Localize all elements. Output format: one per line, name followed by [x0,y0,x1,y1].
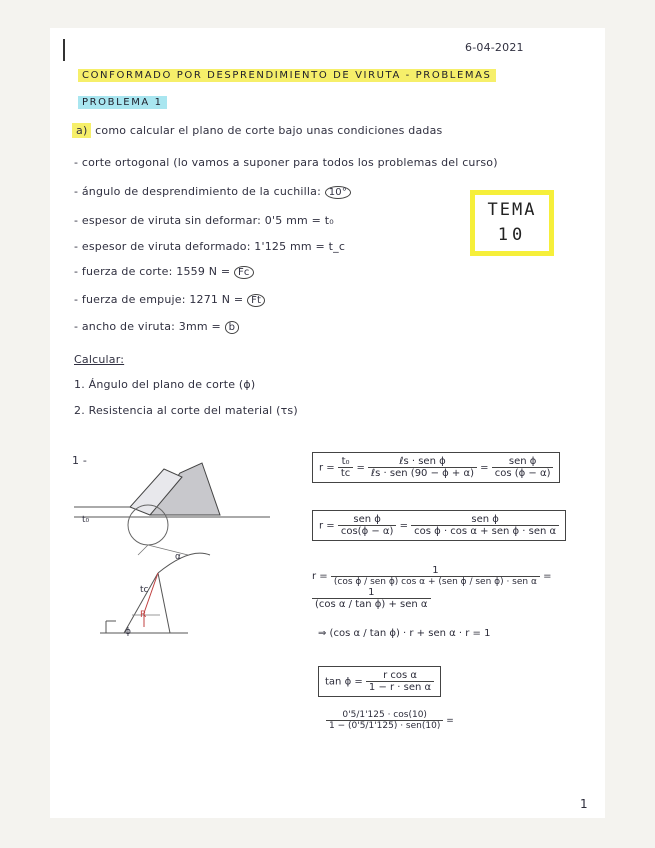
formula-5-left: tan ϕ = [325,676,363,688]
formula-1-frac-a [338,456,353,479]
condition-4 [74,265,254,279]
formula-2-den-b: cos ϕ · cos α + sen ϕ · sen α [414,526,557,537]
condition-3-value: t_c [328,240,346,253]
diagram-label-alpha: α [175,552,181,562]
condition-6-value: b [225,321,240,334]
formula-5-frac [366,670,434,693]
problem-label [78,97,167,108]
diagram-label-phi: ϕ [125,627,131,637]
page-heading [78,70,496,81]
condition-3 [74,240,345,253]
formula-2: r = $\frac{\text{sen ϕ}}{\cos(\phi - \alpha)}$ = $\frac{\text{sen ϕ}}{\text{cos ϕ · cos α + sen ϕ · sen α}}$ [312,510,566,541]
question-text: como calcular el plano de corte bajo unas condiciones dadas [95,124,443,137]
formula-6-den: 1 − (0'5/1'125) · sen(10) [329,721,441,731]
condition-1-value: 10° [325,186,351,199]
condition-6-text: - ancho de viruta: 3mm = [74,320,221,333]
formula-1-left: r = [319,462,335,474]
diagram-step-label: 1 - [72,454,88,467]
condition-2 [74,214,334,227]
question-line [72,124,442,137]
formula-3-num-a: 1 [331,565,540,577]
diagram-label-tc: tc [140,585,149,595]
formula-2-frac-a [338,514,397,537]
formula-6: $\frac{0'5/1'125 \cdot \cos(10)}{\text{1 − (0'5/1'125) · sen(10)}}$ = [326,710,454,731]
formula-2-num-b: sen ϕ [411,514,559,526]
diagram-label-r: R [140,610,147,620]
tema-number: 10 [497,225,527,245]
formula-6-frac [326,710,443,731]
formula-3-den-a: (cos ϕ / sen ϕ) cos α + (sen ϕ / sen ϕ) · sen α [333,577,537,587]
formula-1-num-c: sen ϕ [492,456,554,468]
condition-5-text: - fuerza de empuje: 1271 N = [74,293,244,306]
condition-0-text: - corte ortogonal (lo vamos a suponer para todos los problemas del curso) [74,156,498,169]
condition-5 [74,293,265,307]
formula-1-den-b: ℓs · sen (90 − ϕ + α) [371,468,474,479]
question-letter: a) [72,123,91,138]
condition-0 [74,156,498,169]
task-1: 1. Ángulo del plano de corte (ϕ) [74,378,256,391]
notebook-page [50,28,605,818]
formula-1-den-a: tc [340,468,351,479]
condition-2-text: - espesor de viruta sin deformar: 0'5 mm = [74,214,322,227]
condition-4-text: - fuerza de corte: 1559 N = [74,265,231,278]
calcular-label: Calcular: [74,353,125,366]
condition-1-text: - ángulo de desprendimiento de la cuchilla: [74,185,322,198]
condition-4-value: Fc [234,266,254,279]
formula-5-den: 1 − r · sen α [368,682,432,693]
tema-box [470,190,554,256]
page-number: 1 [580,797,588,811]
formula-6-num: 0'5/1'125 · cos(10) [326,710,443,721]
condition-3-text: - espesor de viruta deformado: 1'125 mm = [74,240,325,253]
tema-label: TEMA [487,200,537,220]
formula-2-left: r = [319,520,335,532]
formula-1: r = $\frac{\text{t₀}}{tc}$ = $\frac{\text{ℓs · sen ϕ}}{\text{ℓs · sen (90 − ϕ + α)}}$ = $\frac{\text{sen ϕ}}{\cos (\phi - \alpha)}$ [312,452,560,483]
diagram-label-t0: t₀ [82,515,90,525]
formula-3-frac-b [312,587,431,610]
formula-1-frac-b [368,456,477,479]
page-heading-text: CONFORMADO POR DESPRENDIMIENTO DE VIRUTA - PROBLEMAS [78,69,496,82]
formula-3: r = $\frac{1}{\text{(cos ϕ / sen ϕ) cos α + (sen ϕ / sen ϕ) · sen α}}$ = $\frac{1}{\text{(cos α / tan ϕ) + sen α}}$ [312,565,552,610]
formula-4: ⇒ (cos α / tan ϕ) · r + sen α · r = 1 [318,628,491,639]
formula-1-frac-c [492,456,554,479]
formula-2-den-a: cos(ϕ − α) [340,526,394,537]
formula-5-num: r cos α [366,670,434,682]
formula-3-den-b: (cos α / tan ϕ) + sen α [315,599,428,610]
formula-3-left: r = [312,571,328,582]
condition-5-value: Ft [247,294,265,307]
date-text: 6-04-2021 [465,41,524,54]
cutting-diagram [70,455,275,645]
condition-1 [74,185,351,199]
margin-mark [63,39,65,61]
condition-6 [74,320,239,334]
formula-2-num-a: sen ϕ [338,514,397,526]
formula-1-num-a: t₀ [338,456,353,468]
formula-5 [318,666,441,697]
formula-3-frac-a [331,565,540,587]
task-2: 2. Resistencia al corte del material (τs) [74,404,298,417]
formula-2-frac-b [411,514,559,537]
problem-label-text: PROBLEMA 1 [78,96,167,109]
formula-3-num-b: 1 [312,587,431,599]
condition-2-value: t₀ [324,214,334,227]
formula-1-den-c: cos (ϕ − α) [494,468,551,479]
formula-1-num-b: ℓs · sen ϕ [368,456,477,468]
